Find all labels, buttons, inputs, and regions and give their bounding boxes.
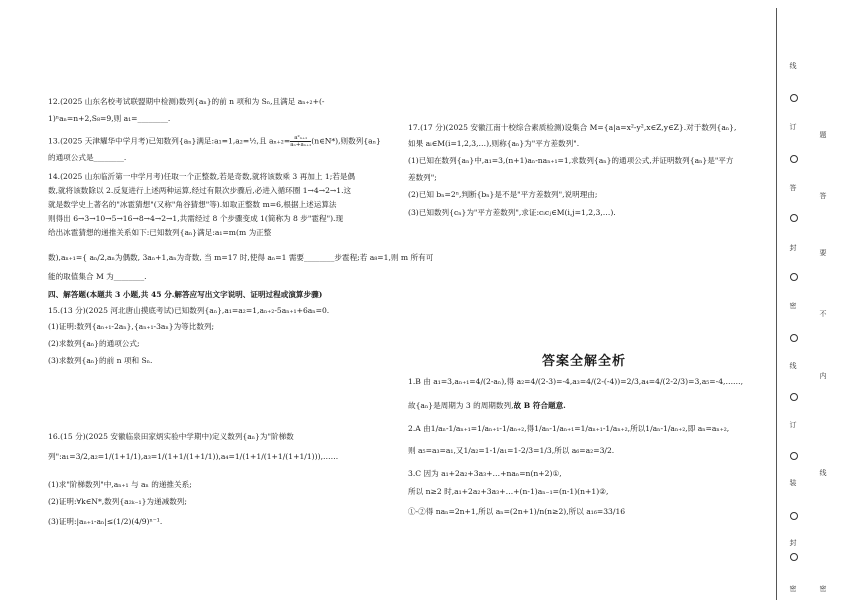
binding-char: 订 — [789, 421, 797, 429]
q13-text-tail: (n∈N*),则数列{aₙ} — [311, 136, 381, 146]
answer-3-line-2: 所以 n≥2 时,a₁+2a₂+3a₃+…+(n-1)aₙ₋₁=(n-1)(n+1)②, — [408, 487, 609, 496]
answer-1-line-1: 1.B 由 a₁=3,aₙ₊₁=4/(2-aₙ),得 a₂=4/(2-3)=-4,a₃=4/(2-(-4))=2/3,a₄=4/(2-2/3)=3,a₅=-4,……, — [408, 377, 744, 386]
q16-line-1: 16.(15 分)(2025 安徽临泉田家炳实验中学期中)定义数列{aₙ}为"阶梯数 — [48, 432, 294, 441]
binding-char: 答 — [789, 184, 797, 192]
q13-text: 13.(2025 天津耀华中学月考)已知数列{aₙ}满足:a₁=1,a₂=½,且 aₙ₊₂= — [48, 136, 291, 146]
q16-part-3: (3)证明:|aₙ₊₁-aₙ|≤(1/2)(4/9)ⁿ⁻¹. — [48, 517, 163, 526]
binding-margin — [776, 0, 860, 608]
q13-frac-den: aₙ+aₙ₊₁ — [290, 142, 312, 148]
binding-char: 答 — [819, 192, 827, 200]
q13-line-1 — [48, 135, 388, 148]
q13-frac-num: a²ₙ₊₁ — [290, 135, 311, 142]
binding-char: 封 — [789, 244, 797, 252]
q14-line-3: 就是数学史上著名的"冰雹猜想"(又称"角谷猜想"等).如取正整数 m=6,根据上述运算法 — [48, 200, 337, 209]
binding-char: 密 — [819, 585, 827, 593]
binding-circle — [790, 553, 798, 561]
binding-circle — [790, 214, 798, 222]
binding-circle — [790, 334, 798, 342]
binding-char: 密 — [789, 302, 797, 310]
q15-part-1: (1)证明:数列{aₙ₊₁-2aₙ},{aₙ₊₁-3aₙ}为等比数列; — [48, 322, 215, 331]
q13-fraction — [290, 135, 311, 148]
q16-part-1: (1)求"阶梯数列"中,aₙ₊₁ 与 aₙ 的递推关系; — [48, 480, 192, 489]
answer-1-line-2 — [408, 401, 760, 411]
binding-circle — [790, 94, 798, 102]
binding-char: 线 — [789, 62, 797, 70]
q14-line-1: 14.(2025 山东临沂第一中学月考)任取一个正整数,若是奇数,就将该数乘 3 再加上 1;若是偶 — [48, 172, 356, 181]
binding-char: 题 — [819, 131, 827, 139]
binding-char: 封 — [789, 539, 797, 547]
right-column — [408, 0, 760, 608]
binding-char: 要 — [819, 249, 827, 257]
q14-line-2: 数,就将该数除以 2.反复进行上述两种运算,经过有限次步骤后,必进入循环圈 1→4→2→1.这 — [48, 186, 352, 195]
q16-line-2: 列":a₁=3/2,a₂=1/(1+1/1),a₃=1/(1+1/(1+1/1)),a₄=1/(1+1/(1+1/(1+1/1))),…… — [48, 452, 339, 461]
answer-1-conclusion: 故 B 符合题意. — [513, 401, 566, 410]
answer-3-line-1: 3.C 因为 a₁+2a₂+3a₃+…+naₙ=n(n+2)①, — [408, 469, 562, 478]
q16-part-2: (2)证明:∀k∈N*,数列{a₂ₖ₋₁}为递减数列; — [48, 497, 187, 506]
q14-line-7: 能的取值集合 M 为________. — [48, 272, 147, 281]
answer-2-line-1: 2.A 由1/aₙ-1/aₙ₊₁=1/aₙ₊₁-1/aₙ₊₂,得1/aₙ-1/aₙ₊₁=1/aₙ₊₁-1/aₙ₊₂,所以1/aₙ-1/aₙ₊₂,即 aₙ=aₙ₊₂, — [408, 424, 730, 433]
binding-char: 密 — [789, 585, 797, 593]
q14-line-5: 给出冰雹猜想的递推关系如下:已知数列{aₙ}满足:a₁=m(m 为正整 — [48, 228, 272, 237]
binding-char: 装 — [789, 479, 797, 487]
q14-line-4: 则得出 6→3→10→5→16→8→4→2→1,共需经过 8 个步骤变成 1(简称为 8 步"雹程").现 — [48, 214, 344, 223]
q17-part-3: (3)已知数列{cₙ}为"平方差数列",求证:cᵢcⱼ∈M(i,j=1,2,3,…). — [408, 208, 616, 217]
q12-line-2: 1)ⁿaₙ=n+2,S₈=9,则 a₁=________. — [48, 114, 171, 123]
binding-char: 线 — [789, 362, 797, 370]
q17-line-1: 17.(17 分)(2025 安徽江南十校综合素质检测)设集合 M={a|a=x²-y²,x∈Z,y∈Z}.对于数列{aₙ}, — [408, 123, 737, 132]
binding-char: 线 — [819, 469, 827, 477]
q17-part-1: (1)已知在数列{aₙ}中,a₁=3,(n+1)aₙ-naₙ₊₁=1,求数列{aₙ}的通项公式,并证明数列{aₙ}是"平方 — [408, 156, 734, 165]
answer-title: 答案全解全析 — [541, 354, 626, 369]
binding-char: 不 — [819, 310, 827, 318]
binding-circle — [790, 393, 798, 401]
binding-char: 内 — [819, 372, 827, 380]
q15-part-2: (2)求数列{aₙ}的通项公式; — [48, 339, 140, 348]
q17-part-1-cont: 差数列"; — [408, 173, 437, 182]
answer-1-text: 故{aₙ}是周期为 3 的周期数列, — [408, 401, 514, 410]
q17-line-2: 如果 aᵢ∈M(i=1,2,3,…),则称{aₙ}为"平方差数列". — [408, 139, 580, 148]
binding-circle — [790, 155, 798, 163]
binding-circle — [790, 273, 798, 281]
q15-line-1: 15.(13 分)(2025 河北唐山摸底考试)已知数列{aₙ},a₁=a₂=1,aₙ₊₂-5aₙ₊₁+6aₙ=0. — [48, 306, 330, 315]
binding-circle — [790, 512, 798, 520]
q12-line-1: 12.(2025 山东名校考试联盟期中检测)数列{aₙ}的前 n 项和为 Sₙ,且满足 aₙ₊₂+(- — [48, 97, 325, 106]
answer-3-line-3: ①-②得 naₙ=2n+1,所以 aₙ=(2n+1)/n(n≥2),所以 a₁₆=33/16 — [408, 507, 626, 516]
q13-line-2: 的通项公式是________. — [48, 153, 127, 162]
binding-circle — [790, 452, 798, 460]
binding-char: 订 — [789, 123, 797, 131]
q17-part-2: (2)已知 bₙ=2ⁿ,判断{bₙ}是不是"平方差数列",说明理由; — [408, 190, 598, 199]
section-4-heading: 四、解答题(本题共 3 小题,共 45 分.解答应写出文字说明、证明过程或演算步骤) — [48, 290, 323, 299]
q15-part-3: (3)求数列{aₙ}的前 n 项和 Sₙ. — [48, 356, 153, 365]
answer-2-line-2: 则 a₅=a₃=a₁,又1/a₂=1-1/a₁=1-2/3=1/3,所以 a₆=a₂=3/2. — [408, 446, 615, 455]
q14-line-6: 数),aₙ₊₁={ aₙ/2,aₙ为偶数, 3aₙ+1,aₙ为奇数, 当 m=17 时,使得 aₙ=1 需要________步雹程;若 a₈=1,则 m 所有可 — [48, 253, 434, 262]
binding-line — [776, 8, 777, 600]
